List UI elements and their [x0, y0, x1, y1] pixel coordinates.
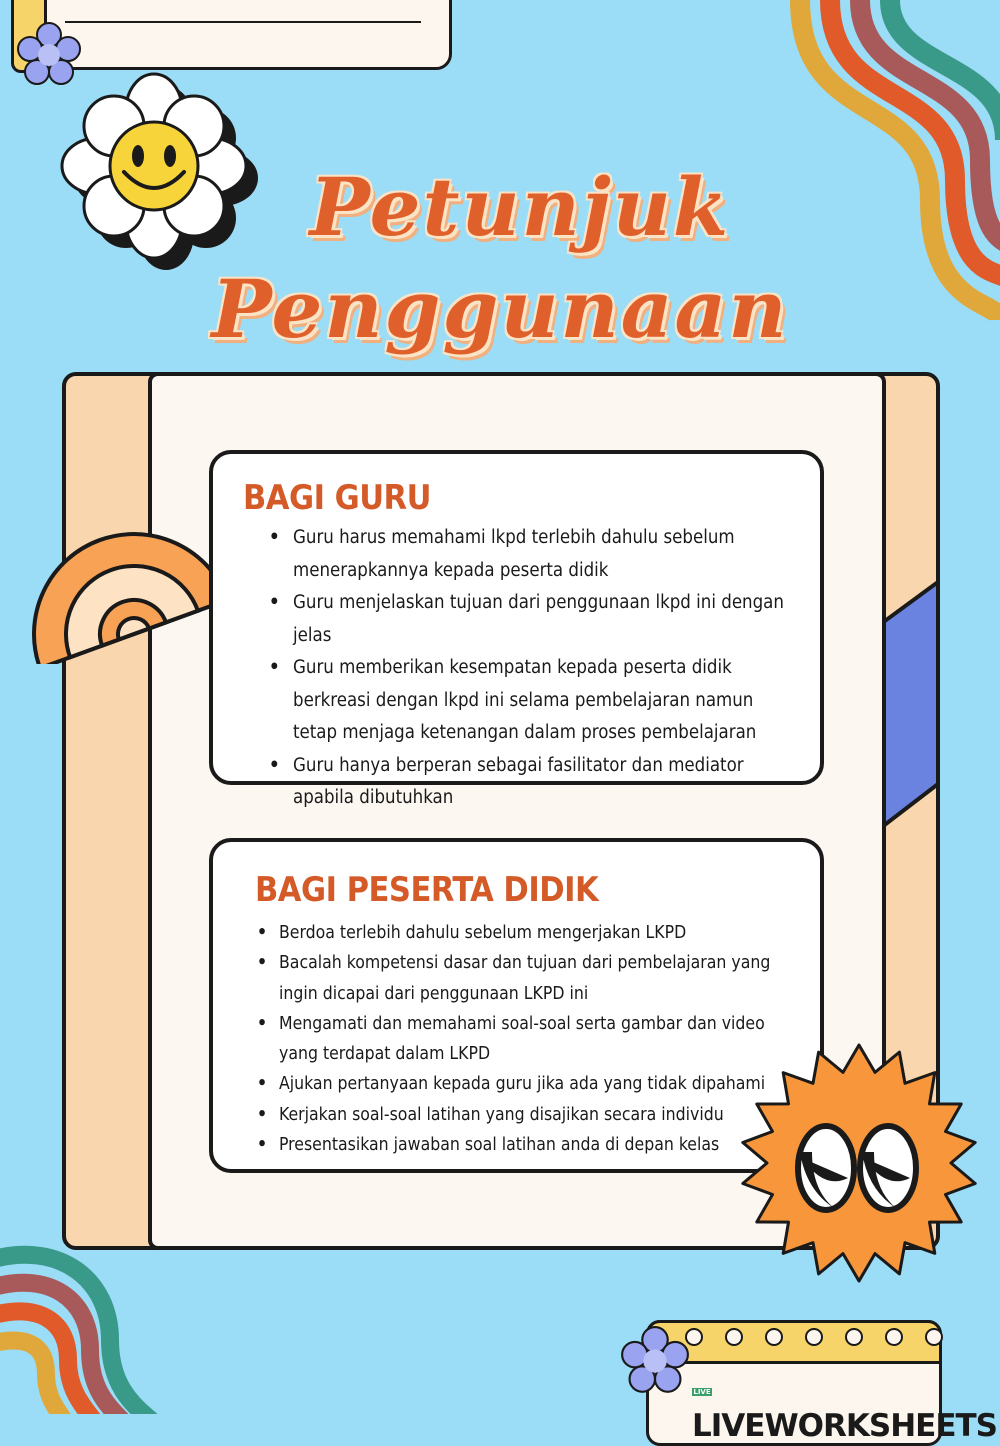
list-item: • Presentasikan jawaban soal latihan anda di depan kelas: [213, 1130, 808, 1160]
teacher-list: [213, 522, 798, 815]
notepad-ring: [925, 1328, 943, 1346]
notepad-ring: [765, 1328, 783, 1346]
list-item: • Mengamati dan memahami soal-soal serta gambar dan video yang terdapat dalam LKPD: [213, 1009, 808, 1070]
page-title-line1: Petunjuk: [309, 160, 731, 254]
notepad-ring: [805, 1328, 823, 1346]
notepad-ring: [725, 1328, 743, 1346]
folder-tab: [876, 576, 946, 836]
brand-badge: LIVE: [693, 1387, 711, 1396]
list-item: • Bacalah kompetensi dasar dan tujuan dari pembelajaran yang ingin dicapai dari penggunaan LKPD ini: [213, 948, 808, 1009]
teacher-card: [209, 450, 824, 808]
list-item: • Guru hanya berperan sebagai fasilitator dan mediator apabila dibutuhkan: [213, 750, 798, 815]
teacher-heading: BAGI GURU: [243, 478, 431, 518]
brand-text: LIVEWORKSHEETS: [692, 1408, 997, 1444]
list-item: • Ajukan pertanyaan kepada guru jika ada yang tidak dipahami: [213, 1069, 808, 1099]
list-item: • Guru harus memahami lkpd terlebih dahulu sebelum menerapkannya kepada peserta didik: [213, 522, 798, 587]
notepad-line: [65, 21, 421, 23]
list-item: • Berdoa terlebih dahulu sebelum mengerjakan LKPD: [213, 918, 808, 948]
student-list: [213, 918, 808, 1160]
list-item: • Guru memberikan kesempatan kepada peserta didik berkreasi dengan lkpd ini selama pembelajaran namun tetap menjaga ketenangan dalam proses pembelajaran: [213, 652, 798, 750]
student-card: [209, 838, 824, 1173]
page-title-line2: Penggunaan: [211, 262, 789, 356]
rainbow-stripes-bottom-left: [0, 1240, 230, 1414]
brand-logo: [692, 1372, 1000, 1444]
list-item: • Kerjakan soal-soal latihan yang disajikan secara individu: [213, 1100, 808, 1130]
purple-flower-icon: [620, 1326, 690, 1396]
notepad-ring: [845, 1328, 863, 1346]
sun-face-icon: [736, 1040, 982, 1286]
notepad-ring: [885, 1328, 903, 1346]
student-heading: BAGI PESERTA DIDIK: [255, 870, 599, 910]
list-item: • Guru menjelaskan tujuan dari penggunaan lkpd ini dengan jelas: [213, 587, 798, 652]
